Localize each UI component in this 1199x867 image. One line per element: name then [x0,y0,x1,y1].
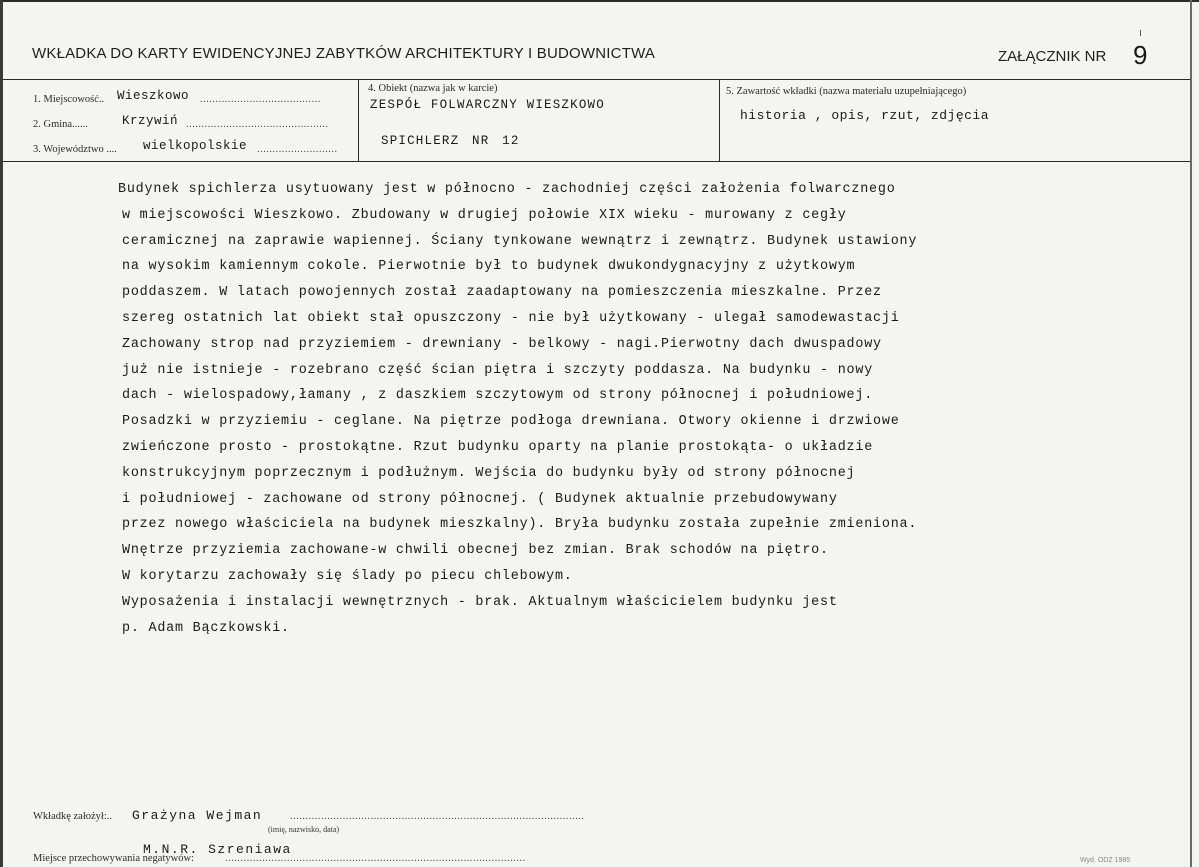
author-value: Grażyna Wejman [132,808,263,823]
page-top-edge [0,0,1199,2]
locality-value: Wieszkowo [117,89,190,103]
voivodeship-value: wielkopolskie [143,139,248,153]
description-line: Budynek spichlerza usytuowany jest w północno - zachodniej części założenia folwarcznego [118,182,896,197]
description-line: poddaszem. W latach powojennych został zaadaptowany na pomieszczenia mieszkalne. Przez [122,285,882,301]
description-line: W korytarzu zachowały się ślady po piecu chlebowym. [122,569,573,584]
storage-label: Miejsce przechowywania negatywów: [33,853,194,864]
commune-value: Krzywiń [122,114,179,128]
voivodeship-label: 3. Województwo .... [33,144,117,155]
commune-dotted-line: .............................................. [186,119,329,130]
description-line: przez nowego właściciela na budynek mieszkalny). Bryła budynku została zupełnie zmieniona. [122,517,918,533]
description-line: i południowej - zachowane od strony północnej. ( Budynek aktualnie przebudowywany [122,491,838,507]
description-line: Zachowany strop nad przyziemiem - drewniany - belkowy - nagi.Pierwotny dach dwuspadowy [122,336,882,352]
object-label: 4. Obiekt (nazwa jak w karcie) [368,83,498,94]
description-line: p. Adam Bączkowski. [122,620,290,636]
object-line-1: ZESPÓŁ FOLWARCZNY WIESZKOWO [370,98,605,112]
commune-label: 2. Gmina...... [33,119,88,130]
description-line: dach - wielospadowy,łamany , z daszkiem szczytowym od strony północnej i południowej. [122,388,874,404]
annex-label: ZAŁĄCZNIK NR [998,48,1107,65]
contents-value: historia , opis, rzut, zdjęcia [740,108,990,123]
locality-dotted-line: ....................................... [200,94,321,105]
description-line: na wysokim kamiennym cokole. Pierwotnie był to budynek dwukondygnacyjny z użytkowym [122,259,856,275]
voivodeship-dotted-line: .......................... [257,144,338,155]
contents-label: 5. Zawartość wkładki (nazwa materiału uzupełniającego) [726,86,967,97]
description-line: już nie istnieje - rozebrano część ścian piętra i szczyty poddasza. Na budynku - nowy [122,362,874,378]
page-left-edge [0,0,3,867]
description-line: ceramicznej na zaprawie wapiennej. Ściany tynkowane wewnątrz i zewnątrz. Budynek ustawiony [122,233,918,249]
storage-dotted-line: ................................................................................................. [225,853,526,864]
print-mark: Wyd. ODZ 1985 [1080,857,1131,864]
header-table-bottom-rule [3,161,1190,162]
description-line: Wnętrze przyziemia zachowane-w chwili obecnej bez zmian. Brak schodów na piętro. [122,543,829,559]
description-line: zwieńczone prosto - prostokątne. Rzut budynku oparty na planie prostokąta- o układzie [122,440,874,455]
locality-label: 1. Miejscowość.. [33,94,105,105]
author-label: Wkładkę założył:.. [33,811,113,822]
header-col-divider-2 [719,79,720,161]
form-title: WKŁADKA DO KARTY EWIDENCYJNEJ ZABYTKÓW ARCHITEKTURY I BUDOWNICTWA [32,45,656,62]
description-line: Posadzki w przyziemiu - ceglane. Na piętrze podłoga drewniana. Otwory okienne i drzwiowe [122,414,900,430]
description-line: szereg ostatnich lat obiekt stał opuszczony - nie był użytkowany - ulegał samodewastacji [122,311,900,326]
header-col-divider-1 [358,79,359,161]
description-line: konstrukcyjnym poprzecznym i podłużnym. Wejścia do budynku były od strony północnej [122,465,856,481]
description-line: w miejscowości Wieszkowo. Zbudowany w drugiej połowie XIX wieku - murowany z cegły [122,207,847,223]
header-table-top-rule [3,79,1190,80]
annex-number: 9 [1133,40,1148,70]
description-line: Wyposażenia i instalacji wewnętrznych - brak. Aktualnym właścicielem budynku jest [122,594,838,610]
page-right-edge [1190,0,1192,867]
annex-tick-mark [1140,30,1141,36]
object-line-2: SPICHLERZ NR 12 [381,134,520,148]
author-dotted-line: ............................................................................................... [290,811,585,822]
storage-value: M.N.R. Szreniawa [143,842,292,857]
author-hint: (imię, nazwisko, data) [268,825,340,834]
